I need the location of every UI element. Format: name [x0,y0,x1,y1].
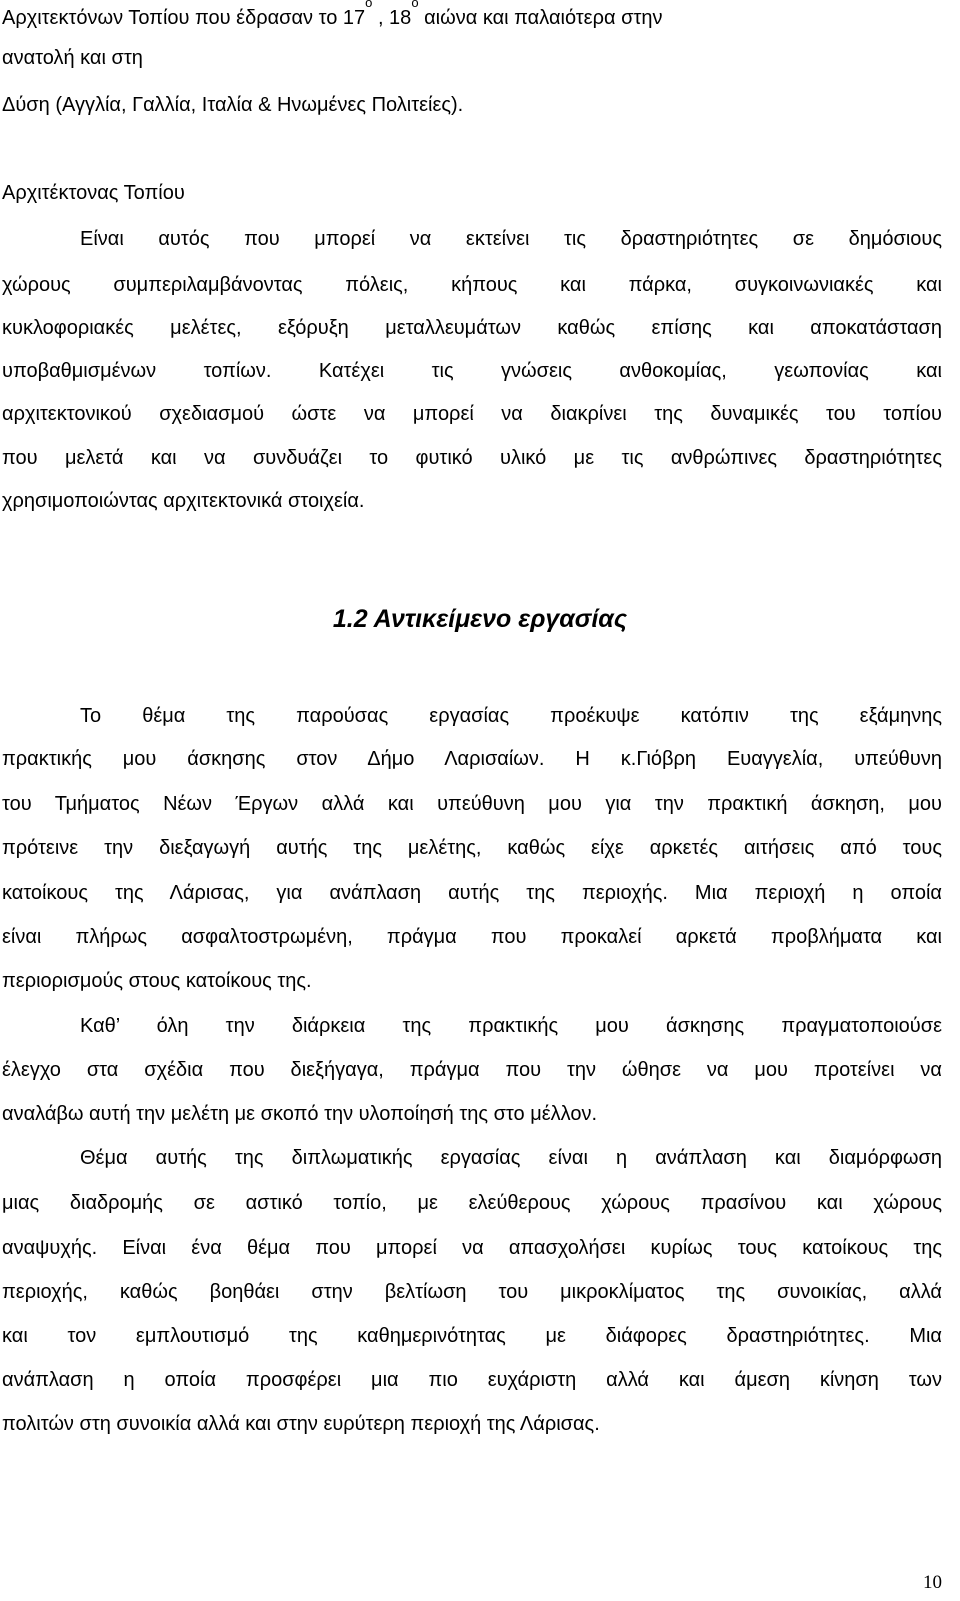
landscape-architect-heading: Αρχιτέκτονας Τοπίου [2,182,185,204]
paragraph-line: του Τμήματος Νέων Έργων αλλά και υπεύθυνη μου για την πρακτική άσκηση, μου [2,793,942,815]
superscript-o: ο [365,0,373,10]
paragraph-line: και τον εμπλουτισμό της καθημερινότητας με διάφορες δραστηριότητες. Μια [2,1325,942,1347]
paragraph-line: Θέμα αυτής της διπλωματικής εργασίας είναι η ανάπλαση και διαμόρφωση [80,1147,942,1169]
paragraph-line: είναι πλήρως ασφαλτοστρωμένη, πράγμα που προκαλεί αρκετά προβλήματα και [2,926,942,948]
paragraph-line: αναλάβω αυτή την μελέτη με σκοπό την υλοποίησή της στο μέλλον. [2,1103,598,1125]
paragraph-line: που μελετά και να συνδυάζει το φυτικό υλικό με τις ανθρώπινες δραστηριότητες [2,447,942,469]
paragraph-line: έλεγχο στα σχέδια που διεξήγαγα, πράγμα που την ώθησε να μου προτείνει να [2,1059,942,1081]
intro-line-3: Δύση (Αγγλία, Γαλλία, Ιταλία & Ηνωμένες Πολιτείες). [2,94,464,116]
paragraph-line: πολιτών στη συνοικία αλλά και στην ευρύτερη περιοχή της Λάρισας. [2,1413,600,1435]
paragraph-line: αναψυχής. Είναι ένα θέμα που μπορεί να απασχολήσει κυρίως τους κατοίκους της [2,1237,942,1259]
paragraph-line: κυκλοφοριακές μελέτες, εξόρυξη μεταλλευμάτων καθώς επίσης και αποκατάσταση [2,317,942,339]
page-number: 10 [923,1572,942,1593]
paragraph-line: κατοίκους της Λάρισας, για ανάπλαση αυτής της περιοχής. Μια περιοχή η οποία [2,882,942,904]
paragraph-line: χώρους συμπεριλαμβάνοντας πόλεις, κήπους και πάρκα, συγκοινωνιακές και [2,274,942,296]
paragraph-line: πρότεινε την διεξαγωγή αυτής της μελέτης, καθώς είχε αρκετές αιτήσεις από τους [2,837,942,859]
section-title: 1.2 Αντικείμενο εργασίας [332,605,628,633]
paragraph-line: μιας διαδρομής σε αστικό τοπίο, με ελεύθερους χώρους πρασίνου και χώρους [2,1192,942,1214]
paragraph-line: Είναι αυτός που μπορεί να εκτείνει τις δραστηριότητες σε δημόσιους [80,228,942,250]
paragraph-line: περιορισμούς στους κατοίκους της. [2,970,312,992]
paragraph-line: Καθ’ όλη την διάρκεια της πρακτικής μου άσκησης πραγματοποιούσε [80,1015,942,1037]
paragraph-line: Το θέμα της παρούσας εργασίας προέκυψε κατόπιν της εξάμηνης [80,705,942,727]
paragraph-line: περιοχής, καθώς βοηθάει στην βελτίωση του μικροκλίματος της συνοικίας, αλλά [2,1281,942,1303]
paragraph-line: πρακτικής μου άσκησης στον Δήμο Λαρισαίων. Η κ.Γιόβρη Ευαγγελία, υπεύθυνη [2,748,942,770]
intro-line-1: Αρχιτεκτόνων Τοπίου που έδρασαν το $17^o$ , $18^o$ αιώνα και παλαιότερα στην [2,6,942,30]
superscript-o: ο [411,0,419,10]
paragraph-line: χρησιμοποιώντας αρχιτεκτονικά στοιχεία. [2,490,365,512]
paragraph-line: αρχιτεκτονικού σχεδιασμού ώστε να μπορεί να διακρίνει της δυναμικές του τοπίου [2,403,942,425]
intro-line-2: ανατολή και στη [2,47,143,69]
paragraph-line: υποβαθμισμένων τοπίων. Κατέχει τις γνώσεις ανθοκομίας, γεωπονίας και [2,360,942,382]
paragraph-line: ανάπλαση η οποία προσφέρει μια πιο ευχάριστη αλλά και άμεση κίνηση των [2,1369,942,1391]
